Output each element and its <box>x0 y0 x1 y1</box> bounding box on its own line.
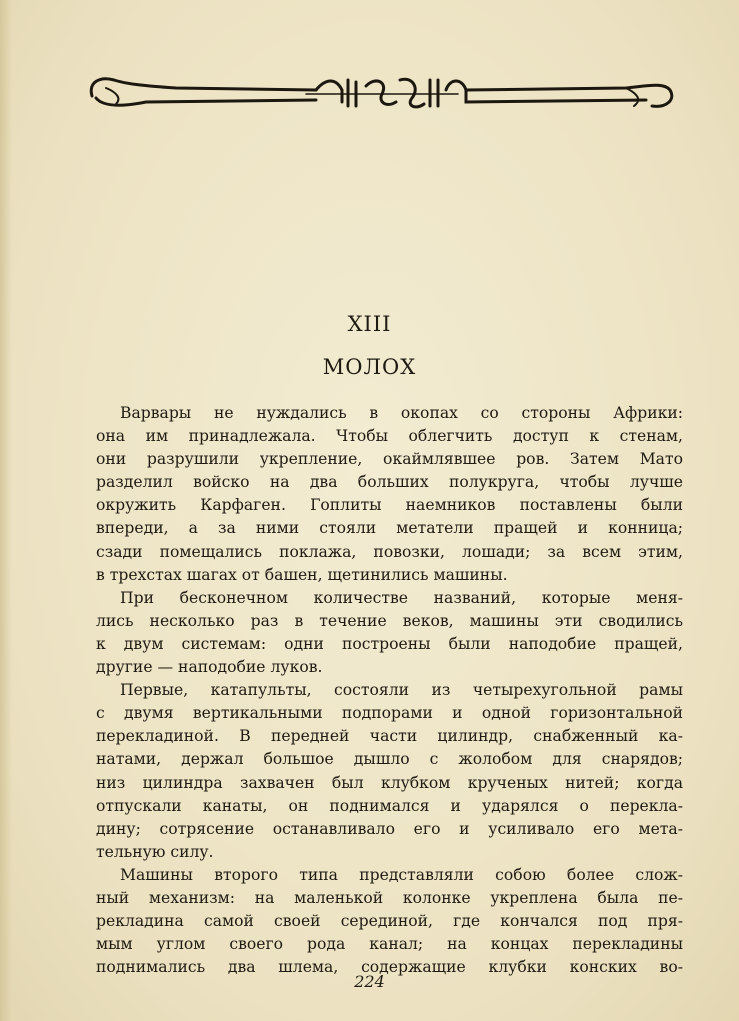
text-line: к двум системам: одни построены были наподобие пращей, <box>96 634 683 653</box>
text-line: она им принадлежала. Чтобы облегчить доступ к стенам, <box>96 427 683 446</box>
text-line: мым углом своего рода канал; на концах перекладины <box>96 935 683 954</box>
chapter-body-text <box>96 402 683 979</box>
text-line: При бесконечном количестве названий, которые меня- <box>120 588 683 607</box>
chapter-number: XIII <box>347 312 392 336</box>
text-line: с двумя вертикальными подпорами и одной горизонтальной <box>96 704 683 723</box>
text-line: окружить Карфаген. Гоплиты наемников поставлены были <box>96 496 683 515</box>
text-line: лись несколько раз в течение веков, машины эти сводились <box>96 611 683 630</box>
text-line: Первые, катапульты, состояли из четырехугольной рамы <box>120 681 683 700</box>
decorative-headpiece-ornament <box>86 68 678 118</box>
text-line: сзади помещались поклажа, повозки, лошади; за всем этим, <box>96 542 683 561</box>
chapter-title: МОЛОХ <box>322 355 417 379</box>
text-line: тельную силу. <box>96 842 214 861</box>
text-line: дину; сотрясение останавливало его и усиливало его мета- <box>96 819 683 838</box>
text-line: Машины второго типа представляли собою более слож- <box>120 865 683 884</box>
text-line: ный механизм: на маленькой колонке укреплена была пе- <box>96 888 683 907</box>
text-line: в трехстах шагах от башен, щетинились машины. <box>96 565 508 584</box>
text-line: низ цилиндра захвачен был клубком крученых нитей; когда <box>96 773 683 792</box>
text-line: впереди, а за ними стояли метатели пращей и конница; <box>96 519 683 538</box>
text-line: поднимались два шлема, содержащие клубки конских во- <box>96 958 683 977</box>
text-line: разделил войско на два больших полукруга, чтобы лучше <box>96 473 683 492</box>
text-line: Варвары не нуждались в окопах со стороны Африки: <box>120 404 683 422</box>
text-line: другие — наподобие луков. <box>96 658 323 677</box>
text-line: натами, держал большое дышло с жолобом для снарядов; <box>96 750 683 769</box>
page-number: 224 <box>354 972 385 991</box>
text-line: отпускали канаты, он поднимался и ударялся о перекла- <box>96 796 683 815</box>
text-line: они разрушили укрепление, окаймлявшее ров. Затем Мато <box>96 450 683 469</box>
page-edge-shadow <box>0 0 12 1021</box>
text-line: рекладина самой своей серединой, где кончался под пря- <box>96 912 683 931</box>
text-line: перекладиной. В передней части цилиндр, снабженный ка- <box>96 727 683 746</box>
